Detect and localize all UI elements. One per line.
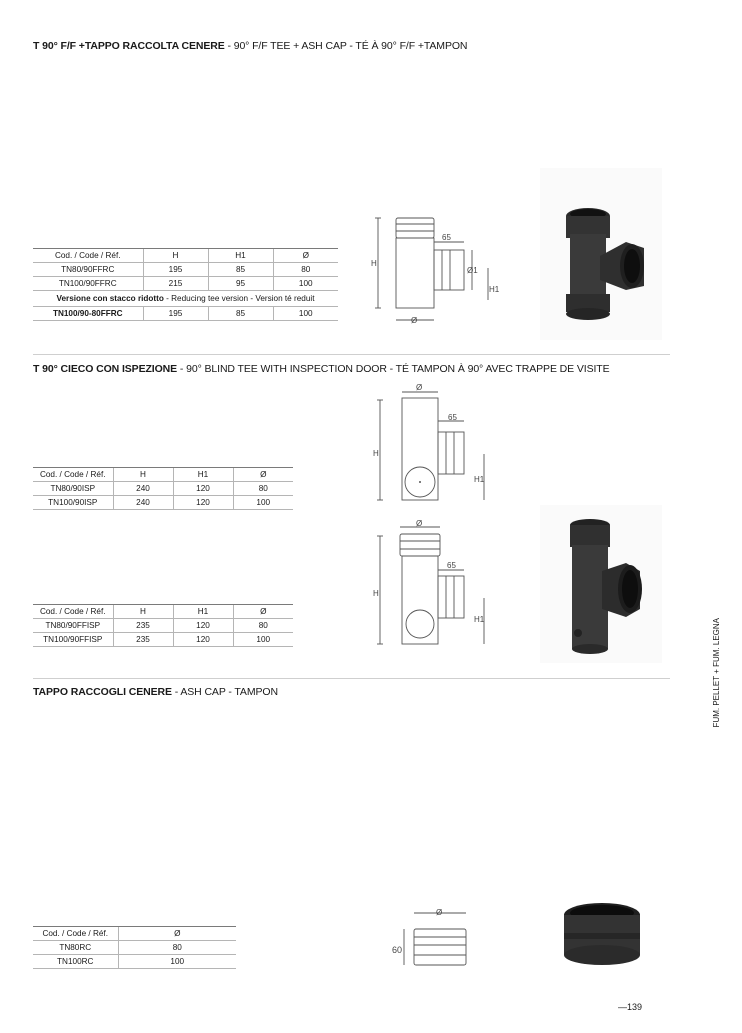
svg-text:H: H xyxy=(371,259,377,268)
svg-text:Ø1: Ø1 xyxy=(467,266,478,275)
ff-blind-tee-technical-drawing xyxy=(372,518,502,648)
page-number: —139 xyxy=(617,1002,642,1012)
table-row: TN80/90FFISP 235 120 80 xyxy=(33,619,293,633)
spec-table-2a xyxy=(33,467,293,510)
section-divider xyxy=(33,354,670,355)
section-3-title: TAPPO RACCOGLI CENERE - ASH CAP - TAMPON xyxy=(33,686,278,698)
spec-table-1 xyxy=(33,248,338,321)
svg-text:H1: H1 xyxy=(474,475,485,484)
blind-tee-product-photo xyxy=(540,505,662,663)
section-2-title: T 90° CIECO CON ISPEZIONE - 90° BLIND TEE WITH INSPECTION DOOR - TÉ TAMPON À 90° AVEC TRAPPE DE VISITE xyxy=(33,363,610,375)
side-category-label: FUM. PELLET + FUM. LEGNA xyxy=(712,618,721,728)
section-divider xyxy=(33,678,670,679)
svg-text:Ø: Ø xyxy=(416,519,423,528)
ash-cap-product-photo xyxy=(556,893,648,969)
table-header-row: Cod. / Code / Réf. Ø xyxy=(33,927,236,941)
svg-text:H: H xyxy=(373,449,379,458)
table-row: TN100/90ISP 240 120 100 xyxy=(33,496,293,510)
table-header-row: Cod. / Code / Réf. H H1 Ø xyxy=(33,605,293,619)
blind-tee-technical-drawing xyxy=(372,384,502,506)
table-row: TN80RC 80 xyxy=(33,941,236,955)
svg-text:60: 60 xyxy=(392,945,403,955)
table-row: TN100/90-80FFRC 195 85 100 xyxy=(33,307,338,321)
svg-text:65: 65 xyxy=(447,561,456,570)
svg-text:H1: H1 xyxy=(474,615,485,624)
svg-text:Ø: Ø xyxy=(436,908,443,917)
spec-table-3 xyxy=(33,926,236,969)
tee-product-photo xyxy=(540,168,662,340)
table-note-row: Versione con stacco ridotto - Reducing tee version - Version té reduit xyxy=(33,291,338,307)
section-1-title: T 90° F/F +TAPPO RACCOLTA CENERE - 90° F/F TEE + ASH CAP - TÉ À 90° F/F +TAMPON xyxy=(33,40,468,52)
table-header-row: Cod. / Code / Réf. H H1 Ø xyxy=(33,249,338,263)
table-row: TN100/90FFISP 235 120 100 xyxy=(33,633,293,647)
svg-text:65: 65 xyxy=(442,233,451,242)
svg-text:H1: H1 xyxy=(489,285,500,294)
spec-table-2b xyxy=(33,604,293,647)
table-row: TN80/90FFRC 195 85 80 xyxy=(33,263,338,277)
tee-technical-drawing xyxy=(370,210,510,328)
svg-text:H: H xyxy=(373,589,379,598)
table-row: TN100RC 100 xyxy=(33,955,236,969)
svg-text:65: 65 xyxy=(448,413,457,422)
svg-text:Ø: Ø xyxy=(411,316,418,325)
table-row: TN100/90FFRC 215 95 100 xyxy=(33,277,338,291)
table-header-row: Cod. / Code / Réf. H H1 Ø xyxy=(33,468,293,482)
svg-text:Ø: Ø xyxy=(416,384,423,392)
ash-cap-technical-drawing xyxy=(390,903,480,975)
table-row: TN80/90ISP 240 120 80 xyxy=(33,482,293,496)
